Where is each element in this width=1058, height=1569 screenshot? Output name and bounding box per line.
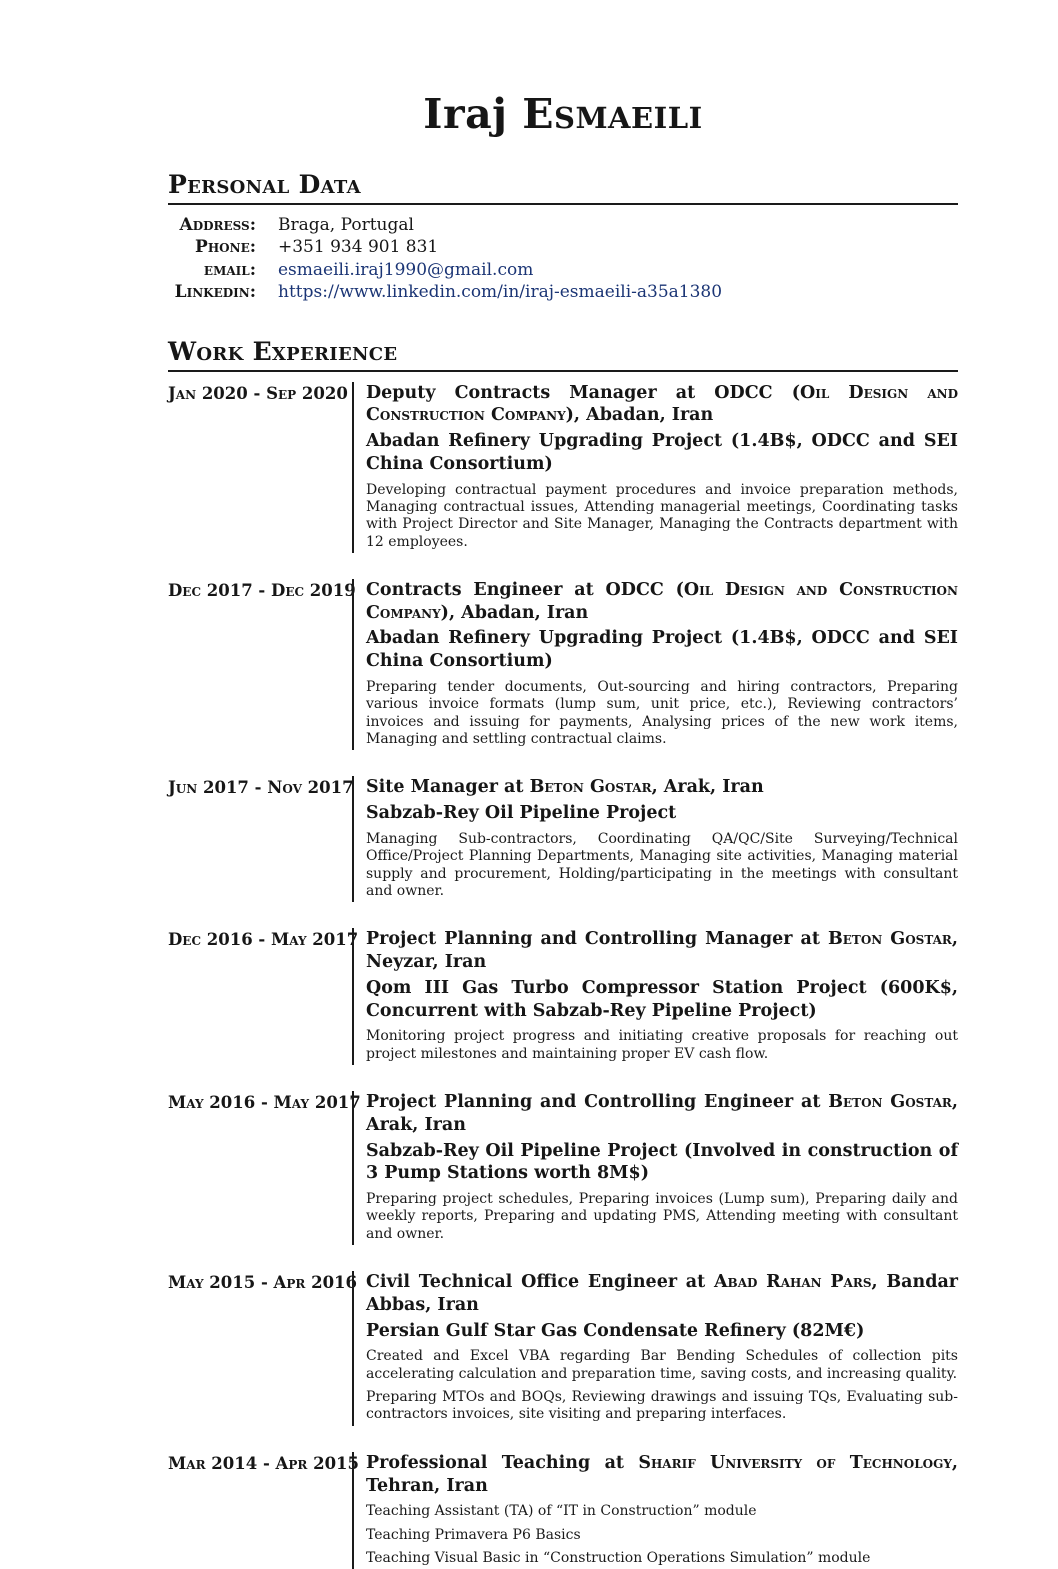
section-work-experience [168,338,958,1569]
entry-title [366,382,958,428]
entry-date: Dec 2017 - Dec 2019 [168,580,356,600]
entry-title [366,1271,958,1317]
entry-subtitle: Qom III Gas Turbo Compressor Station Project (600K$, Concurrent with Sabzab-Rey Pipeline Project) [366,977,958,1021]
work-entry-teaching [168,1452,958,1569]
title-segment-smallcaps: Beton Gostar [828,1092,952,1113]
title-segment: , Arak, Iran [651,777,764,798]
phone-label: Phone: [195,237,256,258]
title-segment: Professional Teaching at [366,1452,639,1473]
page-title [168,92,958,137]
entry-body [352,928,958,1065]
personal-row-address [168,214,958,237]
address-value: Braga, Portugal [278,214,414,235]
title-segment: , Tehran, Iran [366,1452,958,1496]
entry-subtitle: Sabzab-Rey Oil Pipeline Project [366,803,677,824]
linkedin-label: Linkedin: [174,282,256,303]
work-entry-site-manager [168,776,958,902]
title-segment: Contracts Engineer at ODCC ( [366,579,684,600]
title-segment: ), Abadan, Iran [565,405,714,426]
entry-description: Teaching Visual Basic in “Construction Operations Simulation” module [366,1550,871,1567]
entry-body [352,1271,958,1426]
entry-description: Teaching Primavera P6 Basics [366,1526,581,1543]
work-entry-odcc-engineer [168,579,958,750]
personal-data-rows [168,214,958,304]
title-segment: , Arak, Iran [366,1092,958,1135]
title-segment: Deputy Contracts Manager at ODCC ( [366,382,800,403]
entry-description: Monitoring project progress and initiating creative proposals for reaching out project milestones and maintaining proper EV cash flow. [366,1028,958,1062]
entry-title [366,1091,958,1137]
entry-date: Jun 2017 - Nov 2017 [168,778,354,798]
address-label: Address: [179,214,256,235]
work-entries [168,382,958,1569]
personal-row-linkedin [168,281,958,304]
title-segment-smallcaps: Abad Rahan Pars [713,1272,872,1293]
entry-date: Mar 2014 - Apr 2015 [168,1453,360,1473]
title-segment: Civil Technical Office Engineer at [366,1272,714,1293]
entry-subtitle: Abadan Refinery Upgrading Project (1.4B$, ODCC and SEI China Consortium) [366,628,958,672]
entry-subtitle: Sabzab-Rey Oil Pipeline Project (Involved in construction of 3 Pump Stations worth 8M$) [366,1140,958,1184]
title-segment-smallcaps: Beton Gostar [529,777,652,798]
entry-body [352,776,958,902]
phone-value: +351 934 901 831 [278,237,439,258]
first-name: Iraj [423,90,523,138]
entry-date: Dec 2016 - May 2017 [168,930,359,950]
entry-body [352,382,958,553]
entry-body [352,1452,958,1569]
entry-title [366,1452,958,1498]
work-entry-planning-manager [168,928,958,1065]
title-segment: , Bandar Abbas, Iran [366,1272,959,1315]
entry-body [352,579,958,750]
entry-description: Teaching Assistant (TA) of “IT in Construction” module [366,1503,757,1520]
work-entry-odcc-deputy [168,382,958,553]
entry-date: May 2016 - May 2017 [168,1093,361,1113]
entry-title [366,579,958,625]
entry-description: Managing Sub-contractors, Coordinating QA/QC/Site Surveying/Technical Office/Project Planning Departments, Managing site activities, Managing material supply and procurement, Holding/participating in the meetings with consultant and owner. [366,830,958,899]
entry-date: Jan 2020 - Sep 2020 [168,383,348,403]
entry-title [366,928,958,974]
section-title-personal-data: Personal Data [168,170,361,200]
linkedin-link[interactable]: https://www.linkedin.com/in/iraj-esmaeili-a35a1380 [278,282,723,303]
entry-description: Preparing project schedules, Preparing invoices (Lump sum), Preparing daily and weekly reports, Preparing and updating PMS, Attending meeting with consultant and owner. [366,1191,958,1242]
title-segment-smallcaps: Oil Design and Construction Company [366,382,959,426]
work-entry-planning-engineer [168,1091,958,1245]
section-title-work-experience: Work Experience [168,337,398,367]
title-segment: Project Planning and Controlling Manager at [366,929,828,950]
title-segment: Site Manager at [366,777,530,798]
work-entry-civil-engineer [168,1271,958,1426]
email-label: email: [203,259,256,280]
personal-row-phone [168,236,958,259]
title-segment-smallcaps: Beton Gostar [827,929,952,950]
entry-title [366,776,958,799]
entry-description: Preparing tender documents, Out-sourcing and hiring contractors, Preparing various invoice formats (lump sum, unit price, etc.), Reviewing contractors’ invoices and issuing for payments, Analysing prices of the new work items, Managing and settling contractual claims. [366,678,958,748]
entry-description: Created and Excel VBA regarding Bar Bending Schedules of collection pits accelerating calculation and preparation time, saving costs, and increasing quality. [366,1348,958,1382]
section-personal-data [168,171,958,304]
entry-subtitle: Persian Gulf Star Gas Condensate Refinery (82M€) [366,1320,865,1341]
personal-row-email [168,259,958,282]
entry-description: Developing contractual payment procedures and invoice preparation methods, Managing contractual issues, Attending managerial meetings, Coordinating tasks with Project Director and Site Manager, Managing the Contracts department with 12 employees. [366,481,958,550]
title-segment: ), Abadan, Iran [440,602,589,623]
title-segment: , Neyzar, Iran [366,929,958,973]
email-link[interactable]: esmaeili.iraj1990@gmail.com [278,259,534,280]
title-segment-smallcaps: Sharif University of Technology [638,1452,952,1473]
last-name: Esmaeili [522,90,703,138]
entry-body [352,1091,958,1245]
title-segment-smallcaps: Oil Design and Construction Company [366,579,958,623]
section-divider [168,370,958,372]
entry-subtitle: Abadan Refinery Upgrading Project (1.4B$, ODCC and SEI China Consortium) [366,431,958,474]
section-divider [168,203,958,205]
entry-description: Preparing MTOs and BOQs, Reviewing drawings and issuing TQs, Evaluating sub-contractors invoices, site visiting and preparing interfaces. [366,1389,958,1423]
title-segment: Project Planning and Controlling Engineer at [366,1092,829,1113]
entry-date: May 2015 - Apr 2016 [168,1273,358,1293]
